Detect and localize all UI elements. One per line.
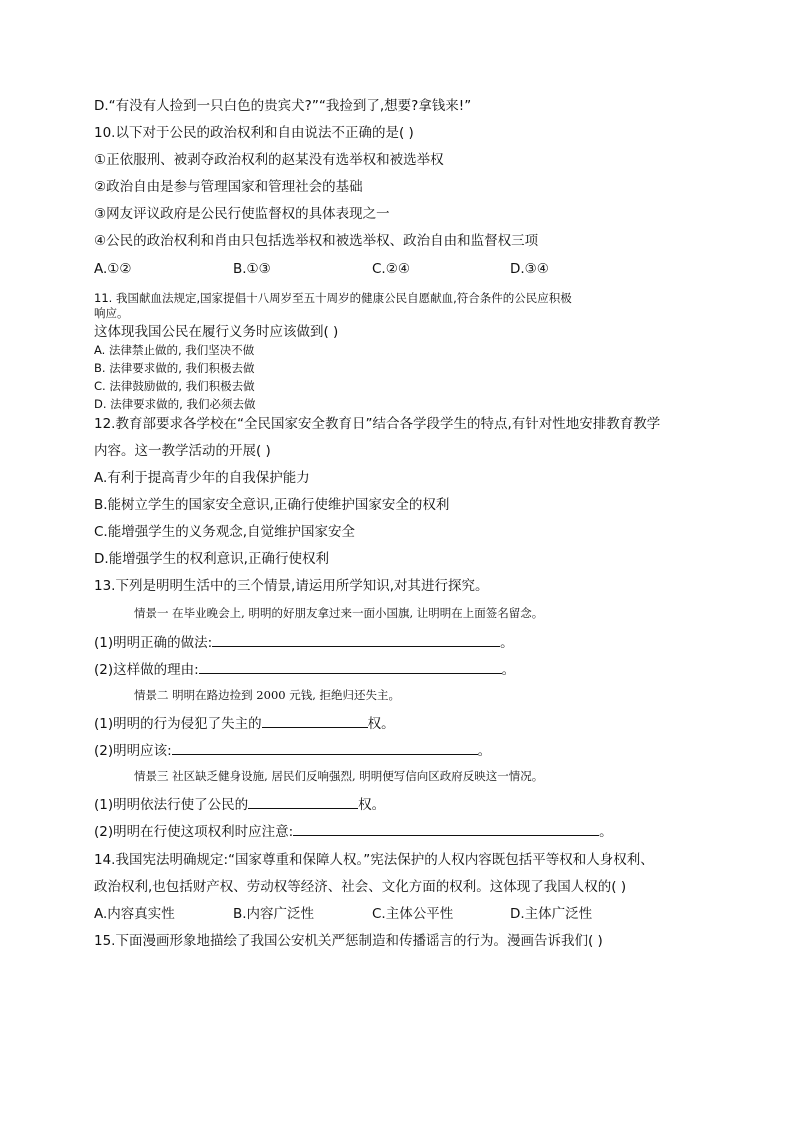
question-13-stem: 13.下列是明明生活中的三个情景,请运用所学知识,对其进行探究。 [94,578,489,594]
scene-2-text: 情景二 明明在路边捡到 2000 元钱, 拒绝归还失主。 [134,688,401,702]
answer-blank[interactable] [262,713,368,728]
question-10-statement-1: ①正依服刑、被剥夺政治权利的赵某没有选举权和被选举权 [94,152,444,168]
scene-2-question-1-label: (1)明明的行为侵犯了失主的 [94,716,262,732]
answer-blank[interactable] [212,632,500,647]
scene-3-text: 情景三 社区缺乏健身设施, 居民们反响强烈, 明明便写信向区政府反映这一情况。 [134,769,544,783]
question-14-option-b: B.内容广泛性 [233,906,315,922]
question-14-stem-line-2: 政治权利,也包括财产权、劳动权等经济、社会、文化方面的权利。这体现了我国人权的( ) [94,879,627,895]
scene-1-text: 情景一 在毕业晚会上, 明明的好朋友拿过来一面小国旗, 让明明在上面签名留念。 [134,606,544,620]
question-10-statement-2: ②政治自由是参与管理国家和管理社会的基础 [94,179,363,195]
question-11-stem-line-1: 11. 我国献血法规定,国家提倡十八周岁至五十周岁的健康公民自愿献血,符合条件的公民应积极 [94,291,572,305]
scene-1-question-2-label: (2)这样做的理由: [94,662,199,678]
question-12-option-b: B.能树立学生的国家安全意识,正确行使维护国家安全的权利 [94,497,450,513]
question-10-statement-3: ③网友评议政府是公民行使监督权的具体表现之一 [94,206,390,222]
scene-3-question-2-label: (2)明明在行使这项权利时应注意: [94,824,294,840]
question-11-stem-line-2: 响应。 [94,306,129,320]
question-14-option-d: D.主体广泛性 [510,906,593,922]
answer-blank[interactable] [172,740,478,755]
question-10-option-a: A.①② [94,261,132,277]
question-10-statement-4: ④公民的政治权利和肖由只包括选举权和被选举权、政治自由和监督权三项 [94,233,539,249]
question-12-option-d: D.能增强学生的权利意识,正确行使权利 [94,551,329,567]
answer-blank[interactable] [293,821,599,836]
question-14-option-c: C.主体公平性 [372,906,454,922]
scene-3-question-1 [94,794,385,815]
scene-1-question-2 [94,659,515,680]
question-11-stem-line-3: 这体现我国公民在履行义务时应该做到( ) [94,324,339,340]
question-10-option-d: D.③④ [510,261,549,277]
scene-2-question-1-suffix: 权。 [367,716,395,732]
question-12-option-c: C.能增强学生的义务观念,自觉维护国家安全 [94,524,356,540]
question-12-stem-line-1: 12.教育部要求各学校在“全民国家安全教育日”结合各学段学生的特点,有针对性地安排教育教学 [94,416,661,432]
question-11-option-b: B. 法律要求做的, 我们积极去做 [94,361,255,375]
question-14-option-a: A.内容真实性 [94,906,175,922]
scene-2-question-2 [94,740,491,761]
period: 。 [599,824,613,840]
scene-3-question-2 [94,821,613,842]
scene-2-question-2-label: (2)明明应该: [94,743,172,759]
period: 。 [500,635,514,651]
question-14-stem-line-1: 14.我国宪法明确规定:“国家尊重和保障人权。”宪法保护的人权内容既包括平等权和人身权利、 [94,852,654,868]
question-15-stem: 15.下面漫画形象地描绘了我国公安机关严惩制造和传播谣言的行为。漫画告诉我们( ) [94,933,603,949]
question-11-option-a: A. 法律禁止做的, 我们坚决不做 [94,343,255,357]
question-12-option-a: A.有利于提高青少年的自我保护能力 [94,470,310,486]
question-9-option-d: D.“有没有人捡到一只白色的贵宾犬?”“我捡到了,想要?拿钱来!” [94,98,472,114]
question-11-option-d: D. 法律要求做的, 我们必须去做 [94,397,256,411]
question-12-stem-line-2: 内容。这一教学活动的开展( ) [94,443,271,459]
scene-3-question-1-label: (1)明明依法行使了公民的 [94,797,249,813]
answer-blank[interactable] [248,794,358,809]
question-10-option-c: C.②④ [372,261,410,277]
question-10-option-b: B.①③ [233,261,271,277]
period: 。 [477,743,492,759]
scene-2-question-1 [94,713,395,734]
scene-3-question-1-suffix: 权。 [358,797,386,813]
scene-1-question-1-label: (1)明明正确的做法: [94,635,213,651]
question-11-option-c: C. 法律鼓励做的, 我们积极去做 [94,379,255,393]
question-10-stem: 10.以下对于公民的政治权利和自由说法不正确的是( ) [94,125,414,141]
period: 。 [501,662,516,678]
answer-blank[interactable] [199,659,502,674]
scene-1-question-1 [94,632,514,653]
